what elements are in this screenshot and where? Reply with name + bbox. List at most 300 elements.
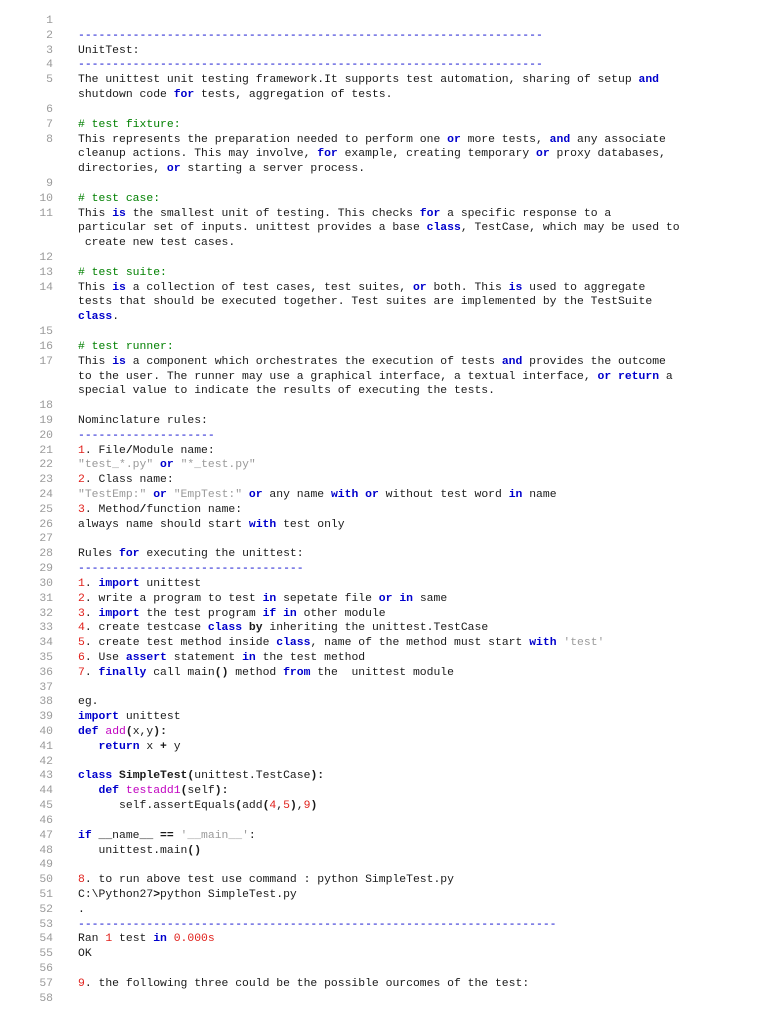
line-number: 2 bbox=[46, 29, 53, 42]
line-number bbox=[0, 88, 53, 103]
code-token: --------------------------------- bbox=[78, 563, 304, 576]
code-token: a bbox=[659, 370, 673, 383]
code-text bbox=[53, 858, 78, 873]
code-token: ): bbox=[310, 770, 325, 783]
code-token: / bbox=[125, 444, 133, 457]
code-token: 4 bbox=[269, 800, 277, 813]
line-number: 33 bbox=[39, 622, 53, 635]
line-number: 58 bbox=[39, 992, 53, 1005]
code-token: and bbox=[638, 74, 660, 87]
code-token: , name of the method must start bbox=[310, 637, 530, 650]
code-token: . bbox=[84, 607, 99, 620]
code-text bbox=[53, 458, 256, 473]
code-token: __name__ bbox=[91, 829, 161, 842]
code-text bbox=[53, 29, 543, 44]
line-number: 11 bbox=[39, 207, 53, 220]
code-token: > bbox=[153, 888, 161, 901]
code-line bbox=[0, 740, 768, 755]
code-token: create new test cases. bbox=[78, 237, 236, 250]
code-token: in bbox=[399, 592, 413, 605]
code-token: return bbox=[618, 370, 660, 383]
code-token: inheriting the unittest.TestCase bbox=[262, 622, 489, 635]
code-text bbox=[53, 414, 208, 429]
code-token: test bbox=[112, 933, 154, 946]
code-token: a specific response to a bbox=[440, 207, 612, 220]
line-number: 13 bbox=[39, 266, 53, 279]
code-token: def bbox=[98, 785, 120, 798]
code-token: 3 bbox=[78, 503, 85, 516]
code-line bbox=[0, 266, 768, 281]
code-token: . create testcase bbox=[84, 622, 208, 635]
code-token: shutdown code bbox=[78, 89, 174, 102]
code-token: 1 bbox=[78, 577, 85, 590]
code-token: class bbox=[78, 311, 113, 324]
code-token: a component which orchestrates the execution of tests bbox=[125, 355, 502, 368]
code-token: C:\Python27 bbox=[78, 888, 154, 901]
code-text bbox=[53, 355, 666, 370]
code-token: 6 bbox=[78, 651, 85, 664]
code-text bbox=[53, 44, 140, 59]
code-line bbox=[0, 858, 768, 873]
code-token: or bbox=[447, 133, 461, 146]
code-text bbox=[53, 133, 666, 148]
code-token: "TestEmp:" bbox=[78, 489, 147, 501]
code-line bbox=[0, 725, 768, 740]
code-text bbox=[53, 473, 174, 488]
code-text bbox=[53, 844, 201, 859]
code-token: -------------------- bbox=[78, 429, 215, 442]
code-token: class bbox=[78, 770, 113, 783]
code-text bbox=[53, 962, 78, 977]
code-token: # test fixture: bbox=[78, 118, 181, 131]
code-text bbox=[53, 325, 78, 340]
code-line bbox=[0, 429, 768, 444]
line-number: 1 bbox=[46, 15, 53, 27]
code-token: . Use bbox=[84, 651, 126, 664]
code-token: unittest bbox=[119, 711, 181, 724]
code-token: 1 bbox=[105, 933, 113, 946]
code-token bbox=[611, 371, 618, 383]
code-token: ---------------------------------------------------------------------- bbox=[78, 918, 557, 931]
line-number: 29 bbox=[39, 563, 53, 576]
code-token: x,y bbox=[132, 726, 154, 738]
code-token: sepetate file bbox=[276, 592, 379, 605]
code-token: () bbox=[187, 844, 202, 857]
code-text bbox=[53, 577, 201, 592]
code-text bbox=[53, 310, 119, 325]
code-token: the test program bbox=[139, 607, 263, 620]
code-token: eg. bbox=[78, 696, 99, 709]
code-line bbox=[0, 992, 768, 1007]
code-text bbox=[53, 73, 659, 88]
code-token: 4 bbox=[78, 622, 85, 635]
code-token: in bbox=[153, 933, 167, 946]
line-number: 27 bbox=[39, 533, 53, 546]
code-token: used to aggregate bbox=[522, 281, 646, 294]
code-token: in bbox=[283, 607, 297, 620]
code-line bbox=[0, 666, 768, 681]
line-number: 28 bbox=[39, 548, 53, 561]
code-token: and bbox=[501, 355, 523, 368]
code-line bbox=[0, 14, 768, 29]
code-line bbox=[0, 147, 768, 162]
code-line bbox=[0, 473, 768, 488]
line-number: 4 bbox=[46, 59, 53, 72]
code-token: class bbox=[426, 222, 461, 235]
code-token: . Method bbox=[84, 503, 140, 516]
code-token: or bbox=[248, 489, 263, 501]
code-token: with bbox=[330, 489, 359, 501]
code-token: / bbox=[139, 503, 147, 516]
code-token bbox=[167, 933, 174, 945]
line-number: 55 bbox=[39, 948, 53, 961]
code-text bbox=[53, 88, 392, 103]
line-number: 21 bbox=[39, 444, 53, 457]
code-token: the unittest module bbox=[310, 666, 454, 679]
code-text bbox=[53, 503, 242, 518]
line-number: 19 bbox=[39, 414, 53, 427]
code-token: , bbox=[296, 800, 304, 813]
line-number: 16 bbox=[39, 340, 53, 353]
code-line bbox=[0, 355, 768, 370]
code-token: 'test' bbox=[563, 637, 605, 650]
code-token: ): bbox=[214, 785, 229, 798]
code-token: , bbox=[276, 800, 284, 813]
line-number: 5 bbox=[46, 74, 53, 87]
line-number: 9 bbox=[46, 177, 53, 190]
code-token: unittest.main bbox=[78, 844, 188, 857]
line-number: 57 bbox=[39, 977, 53, 990]
code-token: '__main__' bbox=[180, 829, 249, 842]
code-token: Module name: bbox=[132, 444, 215, 457]
code-token: "EmpTest:" bbox=[173, 489, 243, 501]
code-line bbox=[0, 769, 768, 784]
line-number: 25 bbox=[39, 503, 53, 516]
code-text bbox=[53, 829, 256, 844]
code-token: 3 bbox=[78, 607, 85, 620]
code-token: # test runner: bbox=[78, 340, 174, 353]
line-number: 43 bbox=[39, 770, 53, 783]
code-token: cleanup actions. This may involve, bbox=[78, 148, 318, 161]
code-token: UnitTest: bbox=[78, 44, 140, 57]
line-number bbox=[0, 236, 53, 251]
code-token: for bbox=[119, 548, 140, 561]
code-token: . to run above test use command : python SimpleTest.py bbox=[84, 874, 454, 887]
code-line bbox=[0, 133, 768, 148]
code-text bbox=[53, 58, 543, 73]
code-text bbox=[53, 873, 454, 888]
code-token: y bbox=[166, 740, 181, 753]
code-text bbox=[53, 340, 174, 355]
code-token: call main bbox=[146, 666, 215, 679]
code-line bbox=[0, 370, 768, 385]
code-token: ) bbox=[289, 800, 297, 813]
code-token: special value to indicate the results of executing the tests. bbox=[78, 385, 495, 398]
code-token: . bbox=[84, 666, 99, 679]
code-token: the smallest unit of testing. This checks bbox=[125, 207, 420, 220]
code-token: tests that should be executed together. Test suites are implemented by the TestSuite bbox=[78, 296, 653, 309]
code-token: method bbox=[228, 666, 284, 679]
code-token bbox=[78, 785, 99, 797]
code-text bbox=[53, 621, 488, 636]
code-token: == bbox=[160, 829, 174, 842]
code-token: This bbox=[78, 207, 113, 220]
code-token bbox=[112, 770, 119, 782]
code-text bbox=[53, 725, 167, 740]
code-line bbox=[0, 977, 768, 992]
code-text bbox=[53, 636, 604, 651]
code-token: for bbox=[419, 207, 441, 220]
code-line bbox=[0, 503, 768, 518]
code-text bbox=[53, 695, 99, 710]
line-number: 50 bbox=[39, 874, 53, 887]
line-number: 30 bbox=[39, 577, 53, 590]
code-token: or bbox=[365, 489, 379, 501]
line-number: 31 bbox=[39, 592, 53, 605]
code-token: is bbox=[112, 355, 126, 368]
line-number: 46 bbox=[39, 814, 53, 827]
code-text bbox=[53, 562, 304, 577]
code-token: # test case: bbox=[78, 192, 161, 205]
code-line bbox=[0, 221, 768, 236]
code-token: any associate bbox=[570, 133, 666, 146]
code-line bbox=[0, 399, 768, 414]
code-line bbox=[0, 932, 768, 947]
code-token: class bbox=[276, 637, 311, 650]
code-line bbox=[0, 251, 768, 266]
code-text bbox=[53, 547, 304, 562]
code-line bbox=[0, 73, 768, 88]
code-line bbox=[0, 444, 768, 459]
code-text bbox=[53, 118, 181, 133]
code-text bbox=[53, 236, 235, 251]
code-token: -------------------------------------------------------------------- bbox=[78, 59, 543, 72]
code-text bbox=[53, 251, 78, 266]
code-token: self.assertEquals bbox=[78, 800, 236, 813]
code-line bbox=[0, 118, 768, 133]
code-line bbox=[0, 236, 768, 251]
code-text bbox=[53, 399, 78, 414]
code-token: : bbox=[248, 829, 256, 842]
line-number: 45 bbox=[39, 800, 53, 813]
code-token: provides the outcome bbox=[522, 355, 666, 368]
code-token: x bbox=[139, 740, 161, 753]
code-token: import bbox=[78, 711, 120, 724]
code-line bbox=[0, 844, 768, 859]
code-token: import bbox=[98, 577, 140, 590]
code-token: assert bbox=[125, 651, 167, 664]
code-token bbox=[242, 622, 249, 634]
code-token: ( bbox=[125, 726, 133, 738]
line-number bbox=[0, 370, 53, 385]
code-line bbox=[0, 458, 768, 473]
code-token bbox=[78, 741, 99, 753]
code-line bbox=[0, 918, 768, 933]
code-token: class bbox=[207, 622, 243, 635]
code-token: . write a program to test bbox=[84, 592, 263, 605]
line-number: 18 bbox=[39, 400, 53, 413]
code-token: is bbox=[112, 207, 126, 220]
code-token: example, creating temporary bbox=[337, 148, 536, 161]
code-line bbox=[0, 103, 768, 118]
code-text bbox=[53, 147, 666, 162]
code-line bbox=[0, 888, 768, 903]
code-line bbox=[0, 518, 768, 533]
line-number: 49 bbox=[39, 859, 53, 872]
code-token: the test method bbox=[255, 651, 366, 664]
code-token: a collection of test cases, test suites, bbox=[125, 281, 413, 294]
code-line bbox=[0, 710, 768, 725]
code-token: + bbox=[160, 740, 167, 753]
code-line bbox=[0, 903, 768, 918]
code-text bbox=[53, 177, 78, 192]
code-token: 9 bbox=[78, 977, 85, 990]
line-number: 17 bbox=[39, 355, 53, 368]
code-text bbox=[53, 769, 324, 784]
code-token: for bbox=[317, 148, 338, 161]
line-number: 39 bbox=[39, 711, 53, 724]
code-editor[interactable] bbox=[0, 14, 768, 1006]
code-token: 5 bbox=[78, 637, 85, 650]
line-number: 41 bbox=[39, 740, 53, 753]
code-line bbox=[0, 547, 768, 562]
code-token: or bbox=[597, 370, 612, 383]
line-number: 24 bbox=[39, 489, 53, 501]
line-number: 56 bbox=[39, 963, 53, 975]
code-token: to the user. The runner may use a graphical interface, a textual interface, bbox=[78, 370, 598, 383]
code-text bbox=[53, 444, 215, 459]
code-token: . Class name: bbox=[84, 474, 174, 487]
code-token: or bbox=[153, 489, 167, 501]
line-number: 6 bbox=[46, 103, 53, 116]
code-token: 0.000s bbox=[173, 933, 215, 946]
code-text bbox=[53, 162, 365, 177]
line-number: 37 bbox=[39, 681, 53, 694]
code-text bbox=[53, 384, 495, 399]
line-number: 40 bbox=[39, 726, 53, 738]
code-token: ( bbox=[262, 800, 270, 813]
code-line bbox=[0, 192, 768, 207]
code-line bbox=[0, 873, 768, 888]
code-token: . the following three could be the possible ourcomes of the test: bbox=[84, 977, 530, 990]
line-number: 10 bbox=[39, 192, 53, 205]
code-line bbox=[0, 177, 768, 192]
code-line bbox=[0, 636, 768, 651]
code-token: OK bbox=[78, 948, 92, 961]
line-number: 34 bbox=[39, 637, 53, 650]
code-token: any name bbox=[262, 489, 331, 501]
code-text bbox=[53, 532, 78, 547]
code-line bbox=[0, 962, 768, 977]
code-token: test only bbox=[276, 518, 345, 531]
code-token: more tests, bbox=[460, 133, 550, 146]
code-token: if bbox=[262, 607, 277, 620]
code-token: . create test method inside bbox=[84, 637, 277, 650]
code-text bbox=[53, 710, 181, 725]
code-line bbox=[0, 29, 768, 44]
code-token: # test suite: bbox=[78, 266, 167, 279]
line-number: 8 bbox=[46, 133, 53, 146]
code-token: python SimpleTest.py bbox=[160, 888, 297, 901]
code-token: Nominclature rules: bbox=[78, 414, 208, 427]
code-line bbox=[0, 621, 768, 636]
code-line bbox=[0, 44, 768, 59]
code-token: This bbox=[78, 281, 113, 294]
code-text bbox=[53, 592, 447, 607]
code-token: This represents the preparation needed to perform one bbox=[78, 133, 448, 146]
code-token: return bbox=[98, 740, 140, 753]
code-text bbox=[53, 370, 673, 385]
code-line bbox=[0, 58, 768, 73]
code-token: unittest bbox=[139, 577, 202, 590]
code-token: or bbox=[378, 592, 393, 605]
code-text bbox=[53, 903, 85, 918]
code-token: add bbox=[242, 800, 263, 813]
code-token: 8 bbox=[78, 874, 85, 887]
code-line bbox=[0, 577, 768, 592]
code-text bbox=[53, 14, 78, 29]
code-token: () bbox=[214, 666, 229, 679]
code-line bbox=[0, 814, 768, 829]
code-token: def bbox=[78, 726, 99, 738]
code-line bbox=[0, 414, 768, 429]
code-token: 2 bbox=[78, 592, 85, 605]
code-token: by bbox=[248, 622, 263, 635]
code-token: is bbox=[112, 281, 126, 294]
code-token: or bbox=[412, 281, 427, 294]
code-token bbox=[167, 489, 174, 501]
code-token: directories, bbox=[78, 163, 167, 176]
line-number: 23 bbox=[39, 474, 53, 487]
line-number: 7 bbox=[46, 118, 53, 131]
code-token: in bbox=[508, 489, 523, 501]
code-text bbox=[53, 755, 78, 770]
code-text bbox=[53, 651, 365, 666]
code-line bbox=[0, 384, 768, 399]
code-token: 2 bbox=[78, 474, 85, 487]
code-text bbox=[53, 918, 557, 933]
code-token: name bbox=[522, 489, 557, 501]
code-token: in bbox=[262, 592, 277, 605]
code-token: "test_*.py" bbox=[78, 459, 154, 472]
code-line bbox=[0, 562, 768, 577]
code-line bbox=[0, 340, 768, 355]
code-token: 5 bbox=[283, 800, 290, 813]
code-text bbox=[53, 266, 167, 281]
code-token: SimpleTest bbox=[119, 770, 188, 783]
line-number: 47 bbox=[39, 829, 53, 842]
code-text bbox=[53, 666, 454, 681]
code-token: ( bbox=[187, 770, 195, 783]
code-line bbox=[0, 295, 768, 310]
code-line bbox=[0, 651, 768, 666]
code-text bbox=[53, 799, 317, 814]
line-number: 51 bbox=[39, 888, 53, 901]
code-token: with bbox=[529, 637, 557, 650]
code-text bbox=[53, 977, 529, 992]
line-number: 42 bbox=[39, 755, 53, 768]
code-line bbox=[0, 310, 768, 325]
code-text bbox=[53, 221, 680, 236]
code-line bbox=[0, 947, 768, 962]
code-token: , TestCase, which may be used to bbox=[460, 222, 680, 235]
code-line bbox=[0, 799, 768, 814]
code-token: ( bbox=[235, 800, 243, 813]
code-token bbox=[174, 830, 181, 842]
code-token: This bbox=[78, 355, 113, 368]
code-token: . File bbox=[84, 444, 126, 457]
code-token: . bbox=[112, 311, 120, 324]
